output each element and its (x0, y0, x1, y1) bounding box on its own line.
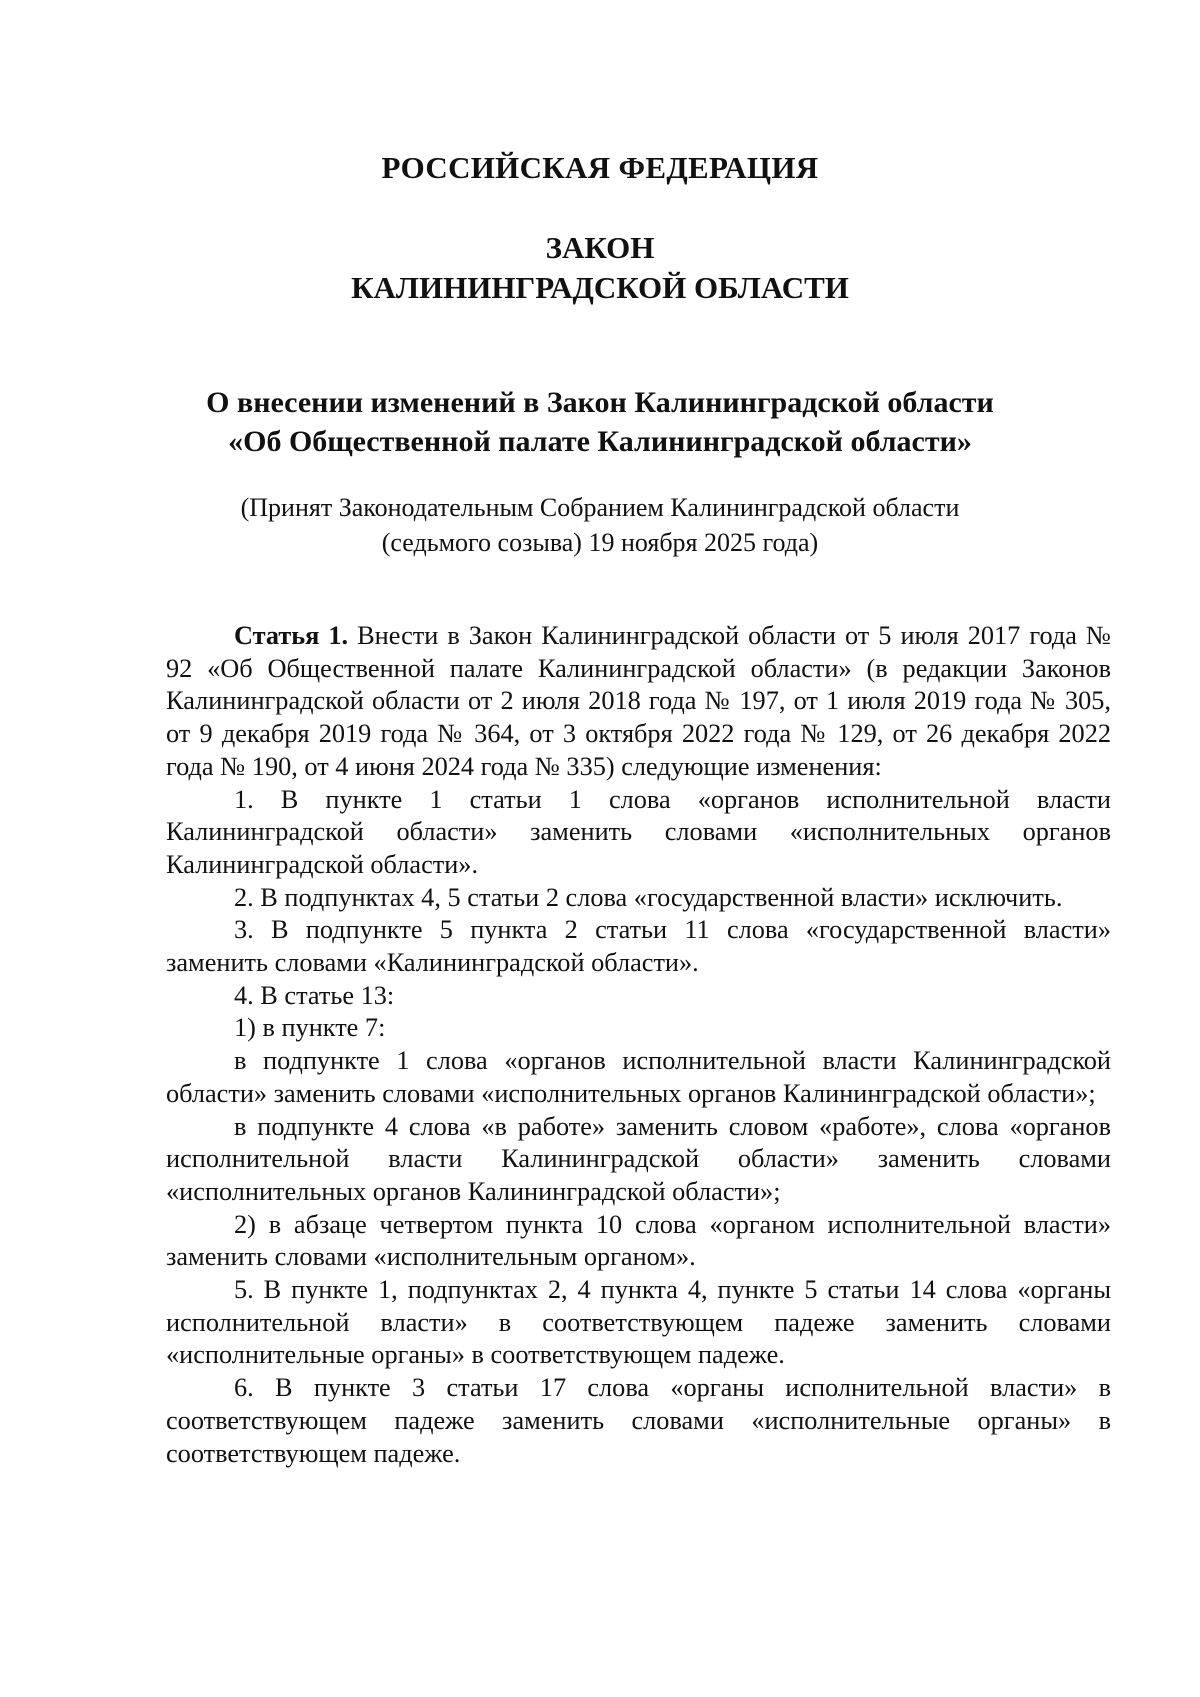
item-3: 3. В подпункте 5 пункта 2 статьи 11 слова «государственной власти» заменить словами «Калининградской области». (166, 915, 1111, 978)
law-title-line1: О внесении изменений в Закон Калининградской области (206, 386, 994, 419)
item-4-sub-1: 1) в пункте 7: (234, 1013, 386, 1043)
law-title (0, 383, 1200, 461)
law-heading-line2: КАЛИНИНГРАДСКОЙ ОБЛАСТИ (351, 270, 849, 305)
item-4-sub-2: 2) в абзаце четвертом пункта 10 слова «органом исполнительной власти» заменить словами «исполнительным органом». (166, 1209, 1111, 1272)
article-1-intro (166, 620, 1111, 784)
law-heading (0, 228, 1200, 308)
adoption-note-line2: (седьмого созыва) 19 ноября 2025 года) (381, 528, 819, 557)
item-1: 1. В пункте 1 статьи 1 слова «органов исполнительной власти Калининградской области» заменить словами «исполнительных органов Калининградской области». (166, 784, 1111, 879)
adoption-note (0, 490, 1200, 560)
item-4-sub-1-b: в подпункте 4 слова «в работе» заменить словом «работе», слова «органов исполнительной власти Калининградской области» заменить словами «исполнительных органов Калининградской области»; (166, 1111, 1111, 1206)
item-6: 6. В пункте 3 статьи 17 слова «органы исполнительной власти» в соответствующем падеже заменить словами «исполнительные органы» в соответствующем падеже. (166, 1373, 1111, 1468)
article-intro-text: Внести в Закон Калининградской области от 5 июля 2017 года № 92 «Об Общественной палате Калининградской области» (в редакции Законов Калининградской области от 2 июля 2018 года № 197, от 1 июля 2019 года № 305, от 9 декабря 2019 года № 364, от 3 октября 2022 года № 129, от 26 декабря 2022 года № 190, от 4 июня 2024 года № 335) следующие изменения: (166, 621, 1111, 781)
law-title-line2: «Об Общественной палате Калининградской области» (228, 425, 972, 458)
federation-heading: РОССИЙСКАЯ ФЕДЕРАЦИЯ (381, 150, 819, 185)
item-4: 4. В статье 13: (234, 980, 395, 1010)
item-5: 5. В пункте 1, подпунктах 2, 4 пункта 4, пункте 5 статьи 14 слова «органы исполнительной власти» в соответствующем падеже заменить словами «исполнительные органы» в соответствующем падеже. (166, 1275, 1111, 1370)
adoption-note-line1: (Принят Законодательным Собранием Калининградской области (240, 493, 960, 522)
article-label: Статья 1. (234, 621, 349, 650)
article-1 (166, 620, 1111, 1470)
item-2: 2. В подпунктах 4, 5 статьи 2 слова «государственной власти» исключить. (234, 882, 1063, 912)
law-heading-line1: ЗАКОН (545, 230, 655, 265)
item-4-sub-1-a: в подпункте 1 слова «органов исполнительной власти Калининградской области» заменить словами «исполнительных органов Калининградской области»; (166, 1046, 1111, 1108)
